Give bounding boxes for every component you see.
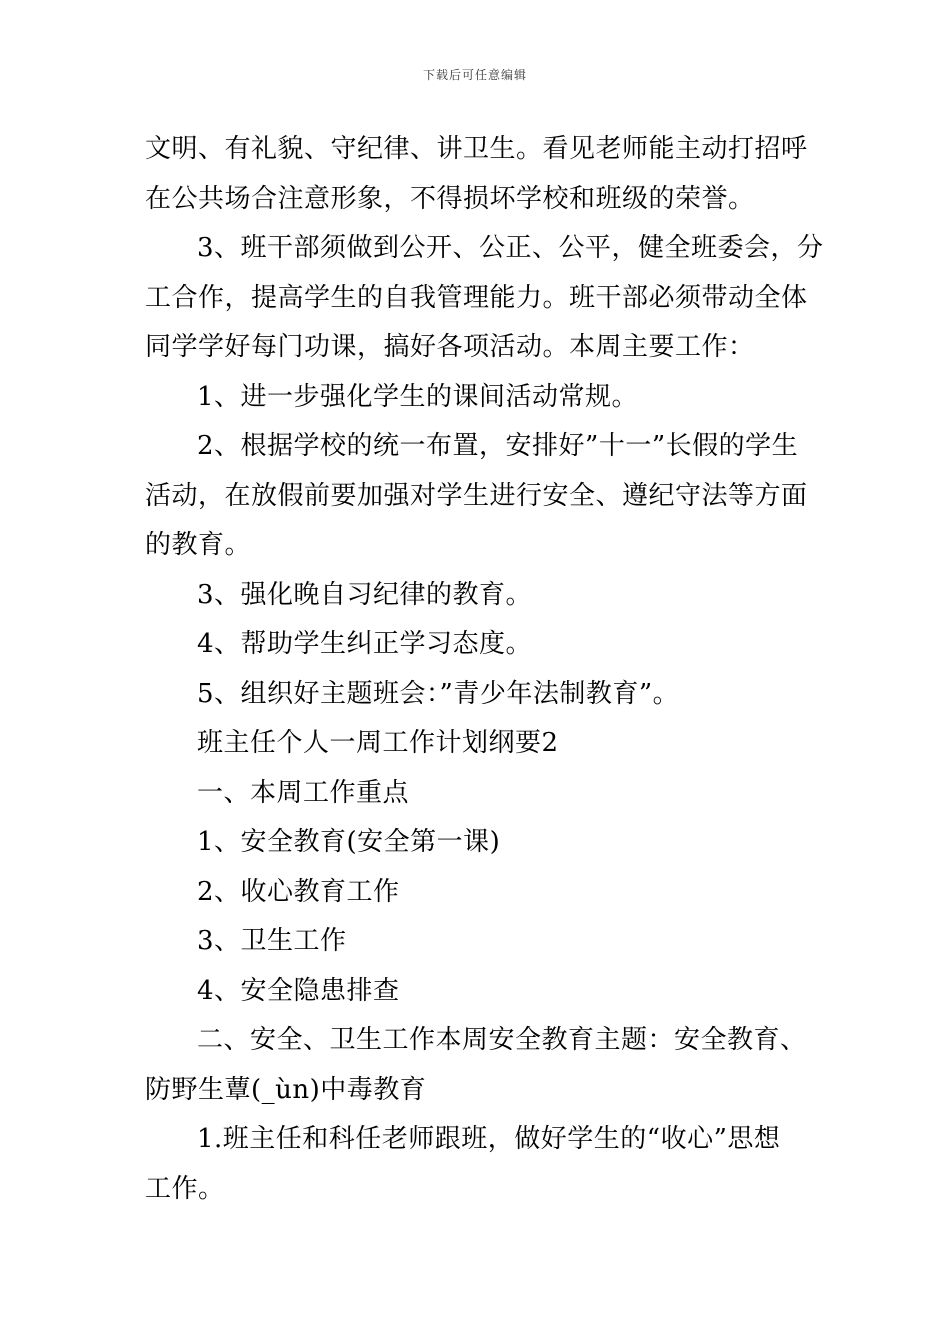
text-line: 2、根据学校的统一布置，安排好”十一”长假的学生 [197,431,799,461]
document-body [145,125,824,1214]
text-line: 工作。 [145,1173,225,1204]
text-line: 在公共场合注意形象，不得损坏学校和班级的荣誉。 [145,183,755,214]
text-line: 5、组织好主题班会：”青少年法制教育”。 [197,678,680,709]
subsection-heading: 二、安全、卫生工作本周安全教育主题：安全教育、 [197,1025,807,1055]
list-item: 1、安全教育(安全第一课) [197,827,501,857]
section-heading: 班主任个人一周工作计划纲要2 [197,728,559,758]
text-line: 1、进一步强化学生的课间活动常规。 [197,381,639,412]
list-item: 2、收心教育工作 [197,876,400,907]
text-line: 工合作，提高学生的自我管理能力。班干部必须带动全体 [145,282,808,313]
text-line: 3、强化晚自习纪律的教育。 [197,579,533,610]
text-line: 文明、有礼貌、守纪律、讲卫生。看见老师能主动打招呼 [145,134,808,164]
text-line: 同学学好每门功课，搞好各项活动。本周主要工作： [145,332,755,362]
list-item: 4、安全隐患排查 [197,975,400,1006]
text-line: 活动，在放假前要加强对学生进行安全、遵纪守法等方面 [145,480,808,511]
text-line: 防野生蕈(_ùn)中毒教育 [145,1074,427,1105]
subsection-heading: 一、本周工作重点 [197,777,410,808]
list-item: 3、卫生工作 [197,926,347,956]
text-line: 1.班主任和科任老师跟班，做好学生的“收心”思想 [197,1124,781,1154]
text-line: 4、帮助学生纠正学习态度。 [197,629,533,659]
page-header-note: 下载后可任意编辑 [422,68,527,82]
text-line: 3、班干部须做到公开、公正、公平，健全班委会，分 [197,233,824,263]
text-line: 的教育。 [145,530,252,560]
